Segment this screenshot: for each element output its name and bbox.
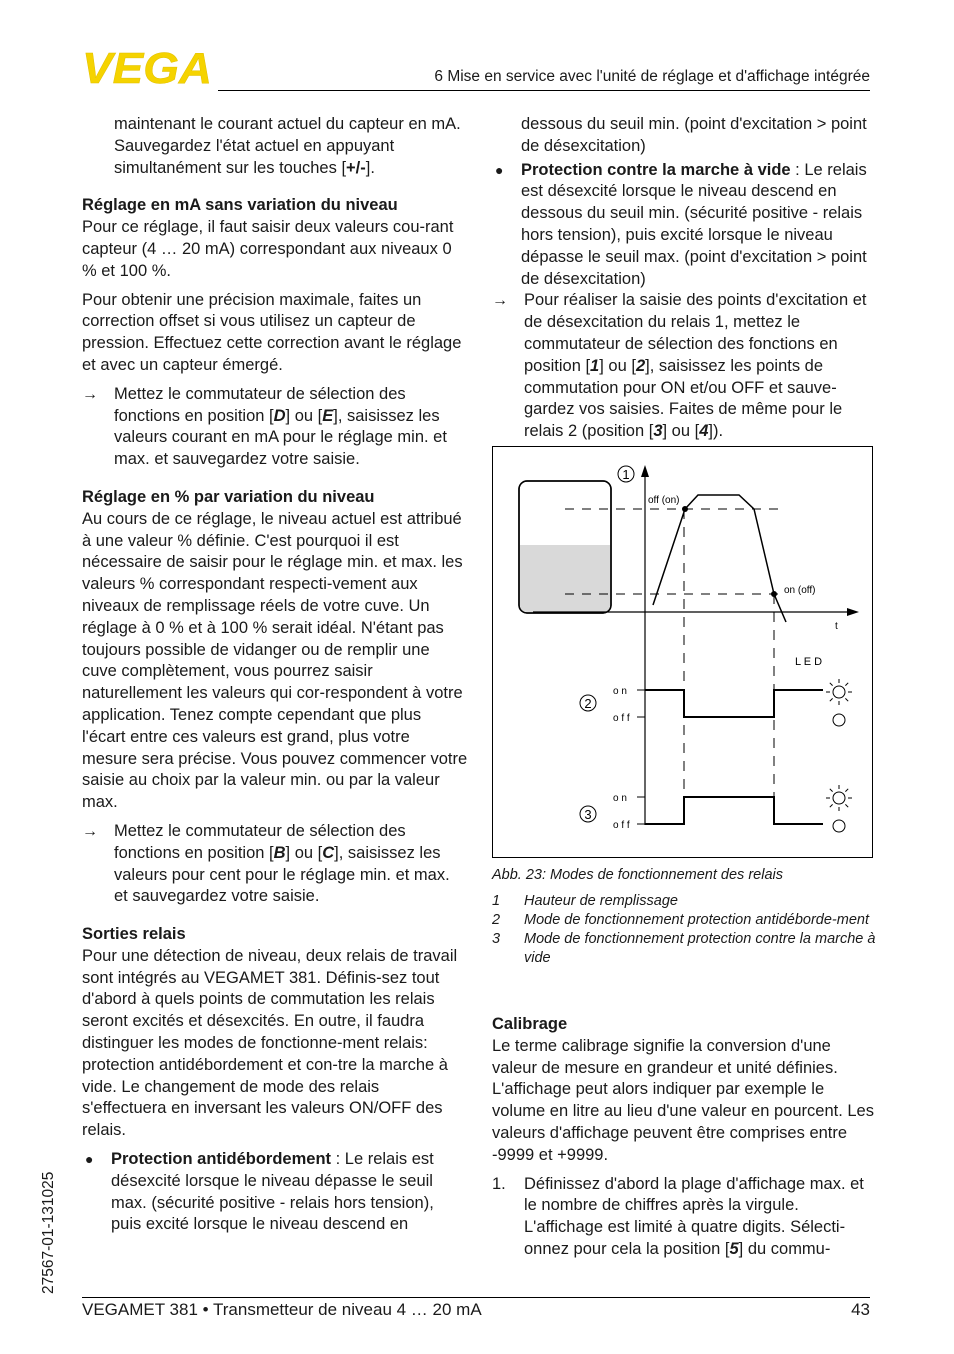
caption-title: Abb. 23: Modes de fonctionnement des relais [492,867,783,883]
section-heading-ma: Réglage en mA sans variation du niveau [82,196,398,215]
svg-text:1: 1 [622,467,630,482]
paragraph: Au cours de ce réglage, le niveau actuel est attribué à une valeur % définie. C'est pourquoi il est nécessaire de saisir pour le réglage min. et max. les valeurs % correspondant respecti-vement aux niveaux de remplissage réels de votre cuve. Un réglage à 0 % et à 100 % serait idéal. N'étant pas toujours possible de vidanger ou de remplir une cuve complètement, vous pourrez saisir naturellement les valeurs qui cor-respondent à votre application. Tenez compte cependant que plus l'écart entre ces valeurs est grand, plus votre mesure sera précise. Vous pouvez commencer votre saisie au choix par la valeur min. ou par la valeur max. [82,509,468,812]
bullet-icon: ● [495,161,504,178]
header-divider [218,90,870,91]
footer-title: VEGAMET 381 • Transmetteur de niveau 4 … 20 mA [82,1300,482,1319]
svg-text:o f f: o f f [613,820,630,831]
circle-icon [833,714,845,726]
svg-text:o n: o n [613,686,627,697]
paragraph: Pour une détection de niveau, deux relais de travail sont intégrés au VEGAMET 381. Définis-sez tout d'abord à quels points de commutation les relais seront excités et désexcités. En outre, il faudra distinguer les modes de fonctionne-ment relais: protection antidébordement et con-tre la marche à vide. Le changement de mode des relais s'effectuera en inversant les valeurs ON/OFF des relais. [82,946,458,1140]
svg-text:3: 3 [584,807,592,822]
svg-text:t: t [835,621,838,632]
tank-fill [520,545,610,612]
sun-icon [826,785,852,811]
svg-text:L E D: L E D [795,656,823,668]
instruction-step: → Pour réaliser la saisie des points d'excitation et de désexcitation du relais 1, mettez le commutateur de sélection des fonctions en position [1] ou [2], saisissez les points de commutation pour ON et/ou OFF et sauve-gardez vos saisies. Faites de même pour le relais 2 (position [3] ou [4]). [492,290,878,443]
vega-logo [82,50,214,86]
svg-text:o n: o n [613,793,627,804]
y-axis-arrow [641,465,649,477]
relay-signal-dryrun [645,797,823,824]
svg-text:off (on): off (on) [648,495,680,506]
time-axis-arrow [847,608,859,616]
section-heading-calibration: Calibrage [492,1015,568,1033]
paragraph: Pour ce réglage, il faut saisir deux valeurs cou-rant capteur (4 … 20 mA) correspondant aux niveaux 0 % et 100 %. [82,218,454,280]
logo-text: VEGA [82,50,212,86]
instruction-step: → Mettez le commutateur de sélection des fonctions en position [D] ou [E], saisissez les valeurs courant en mA pour le réglage min. et max. et sauvegardez votre saisie. [82,384,468,471]
figure-caption [492,866,876,968]
document-code: 27567-01-131025 [40,1171,57,1294]
numbered-step: 1. Définissez d'abord la plage d'affichage max. et le nombre de chiffres après la virgule. L'affichage est limité à quatre digits. Sélecti-onnez pour cela la position [5] du commu- [492,1174,864,1258]
sun-icon [826,679,852,705]
arrow-icon: → [82,385,98,403]
relay-signal-overflow [645,690,823,717]
calibration-section [492,1014,878,1261]
arrow-icon: → [82,822,98,840]
footer-divider [82,1297,870,1298]
right-column [492,114,878,450]
bullet-item: ● Protection antidébordement : Le relais est désexcité lorsque le niveau dépasse le seuil max. (sécurité positive - relais hors tension), puis excité lorsque le niveau descend en [82,1149,468,1236]
switch-point-max [682,506,688,512]
level-curve [653,495,786,622]
legend-item: 1 Hauteur de remplissage [492,893,678,909]
left-column [82,114,468,1238]
bullet-continuation: dessous du seuil min. (point d'excitation > point de désexcitation) [521,115,867,155]
legend-item: 3 Mode de fonctionnement protection contre la marche à vide [492,931,876,966]
bullet-item: ● Protection contre la marche à vide : Le relais est désexcité lorsque le niveau descend en dessous du seuil min. (sécurité positive - relais hors tension), puis excité lorsque le niveau dépasse le seuil max. (point d'excitation > point de désexcitation) [492,160,878,291]
bullet-icon: ● [85,1151,94,1168]
svg-text:2: 2 [584,696,592,711]
section-heading-relays: Sorties relais [82,925,186,944]
intro-paragraph: maintenant le courant actuel du capteur en mA. Sauvegardez l'état actuel en appuyant simultanément sur les touches [+/-]. [114,115,461,177]
header-title: 6 Mise en service avec l'unité de réglage et d'affichage intégrée [434,68,870,85]
svg-text:on (off): on (off) [784,585,816,596]
page-number: 43 [851,1300,870,1319]
relay-mode-diagram [492,446,873,858]
paragraph: Pour obtenir une précision maximale, faites un correction offset si vous utilisez un capteur de pression. Effectuez cette correction avant le réglage et avec un capteur émergé. [82,290,462,374]
arrow-icon: → [492,292,508,310]
circle-icon [833,820,845,832]
svg-text:o f f: o f f [613,713,630,724]
instruction-step: → Mettez le commutateur de sélection des fonctions en position [B] ou [C], saisissez les valeurs pour cent pour le réglage min. et max. et sauvegardez votre saisie. [82,821,468,908]
paragraph: Le terme calibrage signifie la conversion d'une valeur de mesure en grandeur et unité définies. L'affichage peut alors indiquer par exemple le volume en litre au lieu d'une valeur en pourcent. Les valeurs d'affichage peuvent être comprises entre -9999 et +9999. [492,1036,874,1164]
section-heading-percent: Réglage en % par variation du niveau [82,487,375,506]
legend-item: 2 Mode de fonctionnement protection antidéborde-ment [492,912,869,928]
